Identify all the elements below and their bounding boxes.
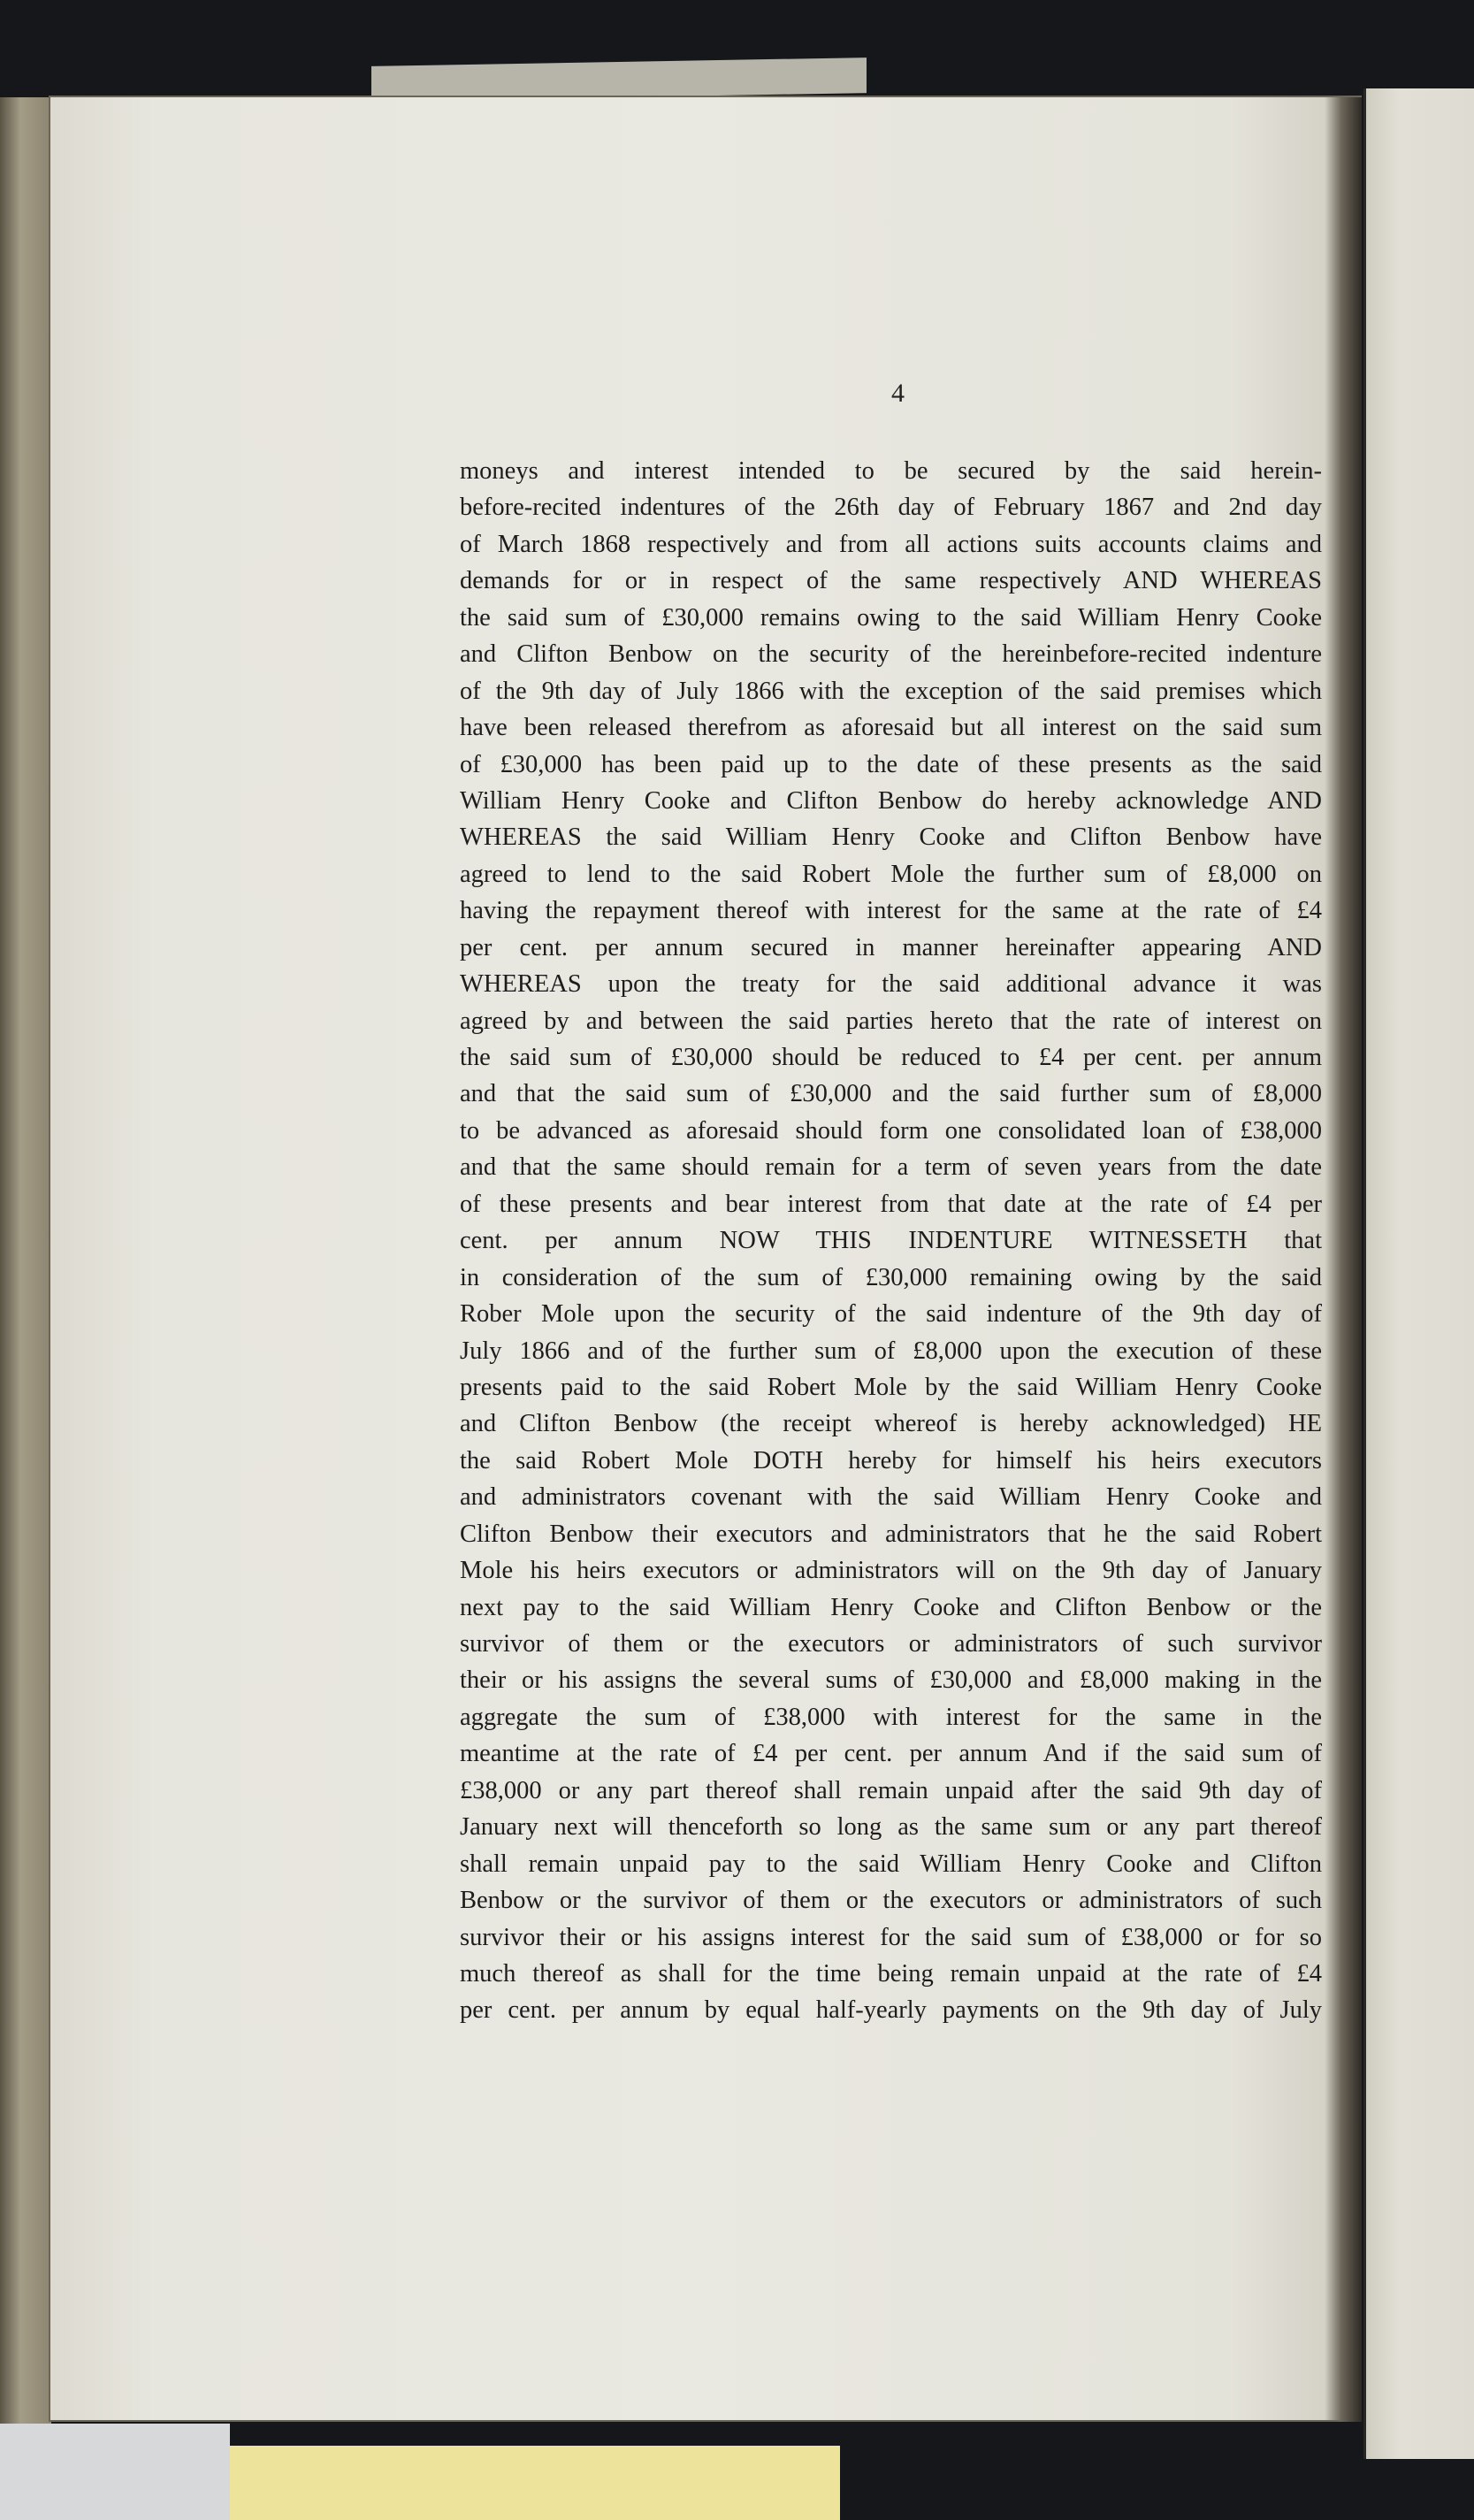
text-line: to be advanced as aforesaid should form one consolidated loan of £38,000: [460, 1116, 1322, 1145]
text-line: shall remain unpaid pay to the said William Henry Cooke and Clifton: [460, 1850, 1322, 1878]
text-line: aggregate the sum of £38,000 with interest for the same in the: [460, 1703, 1322, 1731]
text-line: of these presents and bear interest from that date at the rate of £4 per: [460, 1190, 1322, 1218]
text-line: Mole his heirs executors or administrators will on the 9th day of January: [460, 1557, 1322, 1585]
text-line: the said sum of £30,000 remains owing to the said William Henry Cooke: [460, 603, 1322, 632]
text-line: presents paid to the said Robert Mole by the said William Henry Cooke: [460, 1373, 1322, 1401]
text-line: their or his assigns the several sums of £30,000 and £8,000 making in the: [460, 1666, 1322, 1695]
text-line: of the 9th day of July 1866 with the exception of the said premises which: [460, 677, 1322, 705]
text-line: WHEREAS the said William Henry Cooke and Clifton Benbow have: [460, 823, 1322, 852]
text-line: meantime at the rate of £4 per cent. per annum And if the said sum of: [460, 1740, 1322, 1768]
text-line: of March 1868 respectively and from all actions suits accounts claims and: [460, 530, 1322, 558]
text-line: Rober Mole upon the security of the said indenture of the 9th day of: [460, 1300, 1322, 1329]
text-line: moneys and interest intended to be secured by the said herein-: [460, 457, 1322, 485]
book-edge-left: [0, 97, 51, 2424]
text-line: have been released therefrom as aforesaid but all interest on the said sum: [460, 714, 1322, 742]
text-line: Clifton Benbow their executors and administrators that he the said Robert: [460, 1520, 1322, 1548]
text-line: Benbow or the survivor of them or the executors or administrators of such: [460, 1887, 1322, 1915]
text-line: in consideration of the sum of £30,000 remaining owing by the said: [460, 1263, 1322, 1291]
background-paper: [0, 2424, 230, 2520]
text-line: per cent. per annum secured in manner hereinafter appearing AND: [460, 933, 1322, 961]
text-line: cent. per annum NOW THIS INDENTURE WITNESSETH that: [460, 1227, 1322, 1255]
page-number: 4: [891, 379, 905, 408]
text-line: July 1866 and of the further sum of £8,000 upon the execution of these: [460, 1337, 1322, 1365]
text-line: demands for or in respect of the same respectively AND WHEREAS: [460, 567, 1322, 595]
text-line: next pay to the said William Henry Cooke and Clifton Benbow or the: [460, 1593, 1322, 1621]
text-line: £38,000 or any part thereof shall remain unpaid after the said 9th day of: [460, 1776, 1322, 1804]
text-line: January next will thenceforth so long as the same sum or any part thereof: [460, 1813, 1322, 1842]
text-line: and Clifton Benbow (the receipt whereof is hereby acknowledged) HE: [460, 1410, 1322, 1438]
text-line: and that the said sum of £30,000 and the said further sum of £8,000: [460, 1080, 1322, 1108]
text-line: and Clifton Benbow on the security of the hereinbefore-recited indenture: [460, 640, 1322, 669]
text-line: much thereof as shall for the time being remain unpaid at the rate of £4: [460, 1959, 1322, 1988]
text-line: William Henry Cooke and Clifton Benbow do hereby acknowledge AND: [460, 786, 1322, 815]
text-line: survivor their or his assigns interest for the said sum of £38,000 or for so: [460, 1923, 1322, 1951]
text-line: of £30,000 has been paid up to the date of these presents as the said: [460, 750, 1322, 778]
yellow-paper-slip: [230, 2446, 840, 2520]
facing-page-edge: [1363, 88, 1474, 2459]
text-line: before-recited indentures of the 26th day of February 1867 and 2nd day: [460, 494, 1322, 522]
text-line: the said Robert Mole DOTH hereby for himself his heirs executors: [460, 1446, 1322, 1474]
binding-shadow: [1325, 97, 1362, 2422]
text-line: agreed by and between the said parties hereto that the rate of interest on: [460, 1007, 1322, 1035]
text-line: and that the same should remain for a term of seven years from the date: [460, 1153, 1322, 1182]
body-text: [460, 453, 1322, 2029]
text-line: having the repayment thereof with interest for the same at the rate of £4: [460, 897, 1322, 925]
text-line: WHEREAS upon the treaty for the said additional advance it was: [460, 970, 1322, 999]
text-line: the said sum of £30,000 should be reduced to £4 per cent. per annum: [460, 1044, 1322, 1071]
text-line: and administrators covenant with the said William Henry Cooke and: [460, 1483, 1322, 1512]
text-line: survivor of them or the executors or administrators of such survivor: [460, 1630, 1322, 1658]
text-line: per cent. per annum by equal half-yearly payments on the 9th day of July: [460, 1996, 1322, 2025]
text-line: agreed to lend to the said Robert Mole the further sum of £8,000 on: [460, 860, 1322, 888]
